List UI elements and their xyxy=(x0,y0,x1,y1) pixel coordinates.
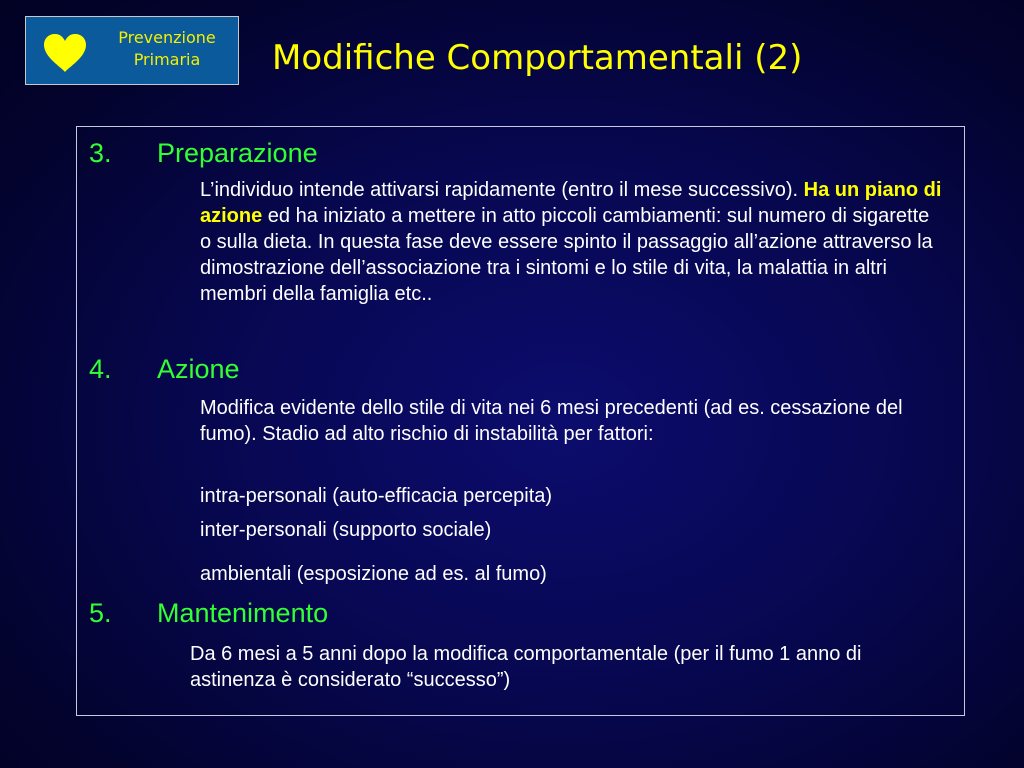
section-number: 5. xyxy=(89,598,112,628)
content-box xyxy=(76,126,965,716)
logo-box xyxy=(25,16,239,85)
section-azione xyxy=(89,353,240,385)
section-number: 3. xyxy=(89,138,112,168)
heart-icon xyxy=(42,33,88,73)
azione-item-intra: intra-personali (auto-efficacia percepita) xyxy=(200,485,553,507)
logo-text xyxy=(100,27,234,71)
azione-paragraph: Modifica evidente dello stile di vita nei 6 mesi precedenti (ad es. cessazione del fumo). Stadio ad alto rischio di instabilità per fattori: xyxy=(200,397,903,445)
preparazione-paragraph xyxy=(200,177,945,307)
preparazione-text-after: ed ha iniziato a mettere in atto piccoli cambiamenti: sul numero di sigarette o sulla dieta. In questa fase deve essere spinto il passaggio all’azione attraverso la dimostrazione dell’associazione tra i sintomi e lo stile di vita, la malattia in altri membri della famiglia etc.. xyxy=(200,205,933,305)
section-heading: Preparazione xyxy=(157,138,318,168)
logo-line-2: Primaria xyxy=(133,50,201,69)
mantenimento-paragraph: Da 6 mesi a 5 anni dopo la modifica comportamentale (per il fumo 1 anno di astinenza è considerato “successo”) xyxy=(190,643,862,691)
section-heading: Azione xyxy=(157,354,240,384)
azione-item-inter: inter-personali (supporto sociale) xyxy=(200,519,492,541)
logo-line-1: Prevenzione xyxy=(118,28,216,47)
page-title: Modifiche Comportamentali (2) xyxy=(272,38,803,78)
section-heading: Mantenimento xyxy=(157,598,329,628)
preparazione-text-before: L’individuo intende attivarsi rapidamente (entro il mese successivo). xyxy=(200,179,804,201)
azione-item-ambientali: ambientali (esposizione ad es. al fumo) xyxy=(200,563,547,585)
section-mantenimento xyxy=(89,597,328,629)
preparazione-highlight: Ha un piano di azione xyxy=(200,179,942,227)
section-preparazione xyxy=(89,137,318,169)
section-number: 4. xyxy=(89,354,112,384)
